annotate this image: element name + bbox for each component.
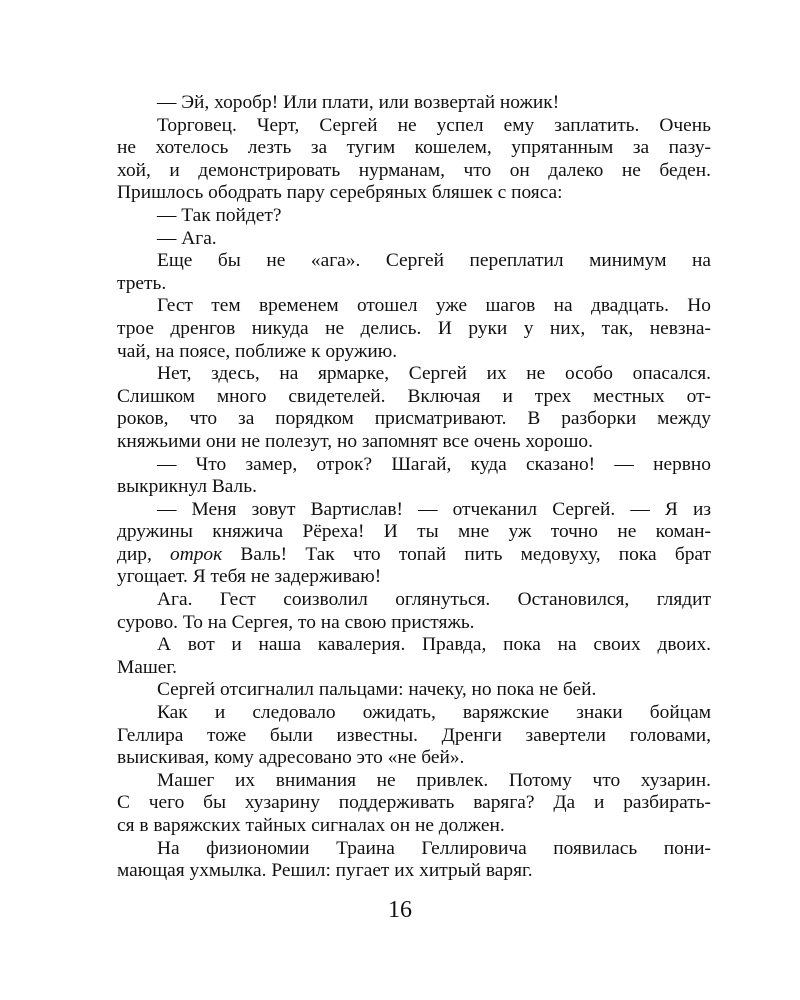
text-fragment: Валь! Так что топай пить медовуху, пока брат	[222, 543, 711, 565]
text-line: Геллира тоже были известны. Дренги завертели головами,	[117, 724, 711, 746]
text-line: Машег их внимания не привлек. Потому что хузарин.	[157, 769, 711, 791]
text-line: С чего бы хузарину поддерживать варяга? Да и разбирать-	[117, 792, 711, 814]
text-line: мающая ухмылка. Решил: пугает их хитрый варяг.	[117, 860, 533, 882]
text-line: Как и следовало ожидать, варяжские знаки бойцам	[157, 702, 711, 724]
text-line: Гест тем временем отошел уже шагов на двадцать. Но	[157, 295, 711, 317]
text-line: Пришлось ободрать пару серебряных бляшек с пояса:	[117, 182, 563, 204]
text-line: хой, и демонстрировать нурманам, что он далеко не беден.	[117, 159, 711, 181]
text-line: — Ага.	[157, 227, 217, 249]
text-line: угощает. Я тебя не задерживаю!	[117, 566, 382, 588]
page-body	[117, 92, 711, 883]
text-line: дружины княжича Рёреха! И ты мне уж точно не коман-	[117, 521, 711, 543]
text-line: На физиономии Траина Геллировича появилась пони-	[157, 837, 711, 859]
text-line: выкрикнул Валь.	[117, 476, 257, 498]
text-line: Слишком много свидетелей. Включая и трех местных от-	[117, 385, 711, 407]
text-line: Еще бы не «ага». Сергей переплатил минимум на	[157, 250, 711, 272]
page-number: 16	[388, 897, 412, 923]
text-line: ся в варяжских тайных сигналах он не должен.	[117, 815, 505, 836]
text-line: сурово. То на Сергея, то на свою пристяжь.	[117, 611, 475, 633]
text-line: княжьими они не полезут, но запомнят все очень хорошо.	[117, 430, 593, 452]
text-line: выискивая, кому адресовано это «не бей».	[117, 747, 465, 769]
italic-word: отрок	[170, 543, 223, 565]
text-line: не хотелось лезть за тугим кошелем, упрятанным за пазу-	[117, 137, 711, 159]
text-line: Машег.	[117, 656, 177, 678]
text-line: А вот и наша кавалерия. Правда, пока на своих двоих.	[157, 634, 711, 656]
text-line: треть.	[117, 272, 167, 294]
text-line: — Так пойдет?	[157, 204, 282, 226]
text-line: роков, что за порядком присматривают. В разборки между	[117, 408, 711, 430]
text-line: Нет, здесь, на ярмарке, Сергей их не особо опасался.	[157, 363, 711, 385]
text-line: Ага. Гест соизволил оглянуться. Остановился, глядит	[157, 589, 711, 611]
text-line: — Что замер, отрок? Шагай, куда сказано! — нервно	[157, 453, 711, 475]
text-line: Сергей отсигналил пальцами: начеку, но пока не бей.	[157, 679, 597, 701]
text-line: трое дренгов никуда не делись. И руки у них, так, невзна-	[117, 317, 711, 339]
text-line: — Меня зовут Вартислав! — отчеканил Сергей. — Я из	[157, 498, 711, 520]
text-line: — Эй, хоробр! Или плати, или возвертай ножик!	[157, 92, 560, 113]
text-line: чай, на поясе, поближе к оружию.	[117, 340, 398, 362]
text-line	[117, 544, 711, 567]
text-line: Торговец. Черт, Сергей не успел ему заплатить. Очень	[157, 114, 711, 136]
text-fragment: дир,	[117, 543, 171, 565]
